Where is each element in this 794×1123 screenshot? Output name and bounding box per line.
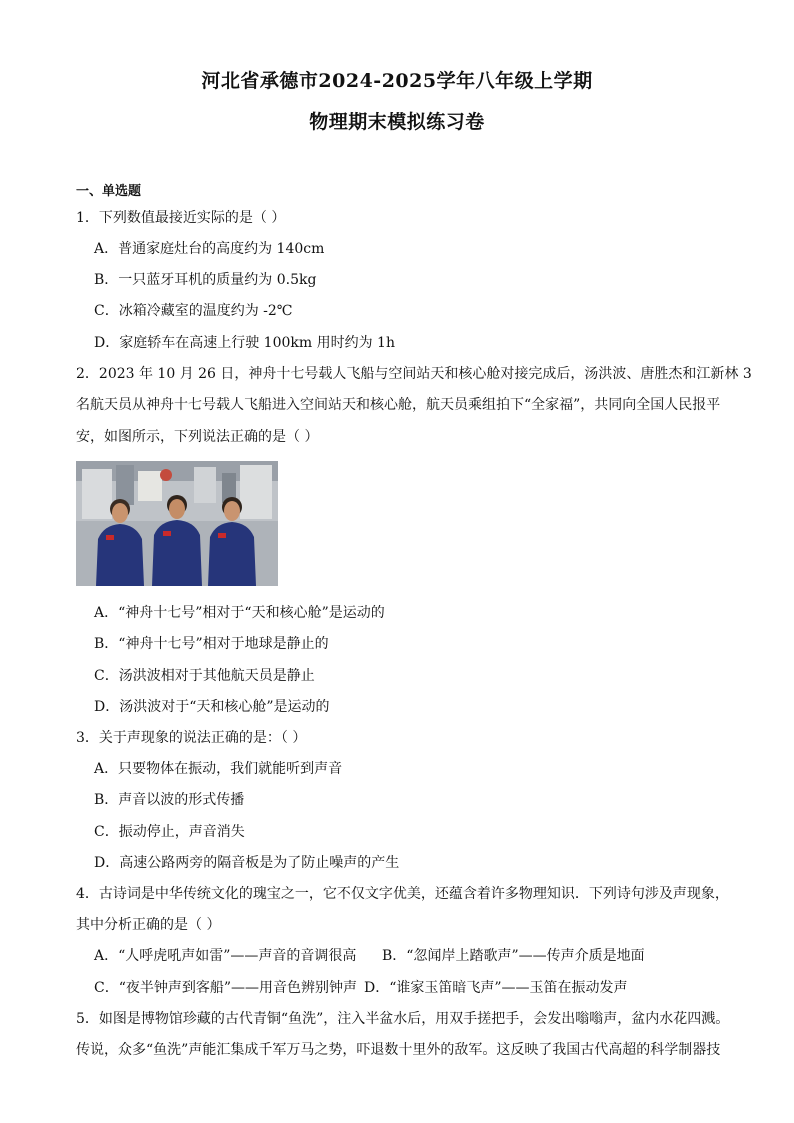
q2-stem-line3: 安，如图所示，下列说法正确的是（ ）	[76, 429, 319, 445]
q2-stem-line1: 2．2023 年 10 月 26 日，神舟十七号载人飞船与空间站天和核心舱对接完成后，汤洪波、唐胜杰和江新林 3	[76, 366, 752, 382]
q1-option-b: B．一只蓝牙耳机的质量约为 0.5kg	[94, 272, 317, 288]
q5-stem-line1: 5．如图是博物馆珍藏的古代青铜“鱼洗”，注入半盆水后，用双手搓把手，会发出嗡嗡声，盆内水花四溅。	[76, 1011, 730, 1027]
q4-option-c: C．“夜半钟声到客船”——用音色辨别钟声	[94, 980, 358, 996]
q2-stem-line2: 名航天员从神舟十七号载人飞船进入空间站天和核心舱，航天员乘组拍下“全家福”，共同向全国人民报平	[76, 397, 721, 413]
exam-title-line1: 河北省承德市2024-2025学年八年级上学期	[201, 70, 593, 92]
q3-option-a: A．只要物体在振动，我们就能听到声音	[94, 761, 343, 777]
q4-option-a: A．“人呼虎吼声如雷”——声音的音调很高	[94, 948, 357, 964]
q1-option-c: C．冰箱冷藏室的温度约为 -2℃	[94, 303, 293, 319]
astronauts-photo	[76, 461, 278, 586]
section-label: 一、单选题	[76, 184, 142, 199]
q3-stem: 3．关于声现象的说法正确的是：（ ）	[76, 730, 307, 746]
q2-option-a: A．“神舟十七号”相对于“天和核心舱”是运动的	[94, 605, 385, 621]
q2-option-d: D．汤洪波对于“天和核心舱”是运动的	[94, 699, 330, 715]
q4-stem-line1: 4．古诗词是中华传统文化的瑰宝之一，它不仅文字优美，还蕴含着许多物理知识．下列诗句涉及声现象，	[76, 886, 729, 902]
q4-option-b: B．“忽闻岸上踏歌声”——传声介质是地面	[382, 948, 645, 964]
q3-option-c: C．振动停止，声音消失	[94, 824, 245, 840]
q2-option-b: B．“神舟十七号”相对于地球是静止的	[94, 636, 329, 652]
q4-option-d: D．“谁家玉笛暗飞声”——玉笛在振动发声	[364, 980, 628, 996]
q2-option-c: C．汤洪波相对于其他航天员是静止	[94, 668, 315, 684]
q1-option-d: D．家庭轿车在高速上行驶 100km 用时约为 1h	[94, 335, 395, 351]
q3-option-b: B．声音以波的形式传播	[94, 792, 245, 808]
q5-stem-line2: 传说，众多“鱼洗”声能汇集成千军万马之势，吓退数十里外的敌军。这反映了我国古代高超的科学制器技	[76, 1042, 721, 1058]
q3-option-d: D．高速公路两旁的隔音板是为了防止噪声的产生	[94, 855, 400, 871]
q4-stem-line2: 其中分析正确的是（ ）	[76, 917, 221, 933]
q1-stem: 1．下列数值最接近实际的是（ ）	[76, 210, 286, 226]
q1-option-a: A．普通家庭灶台的高度约为 140cm	[94, 241, 325, 257]
exam-title-line2: 物理期末模拟练习卷	[309, 111, 485, 133]
